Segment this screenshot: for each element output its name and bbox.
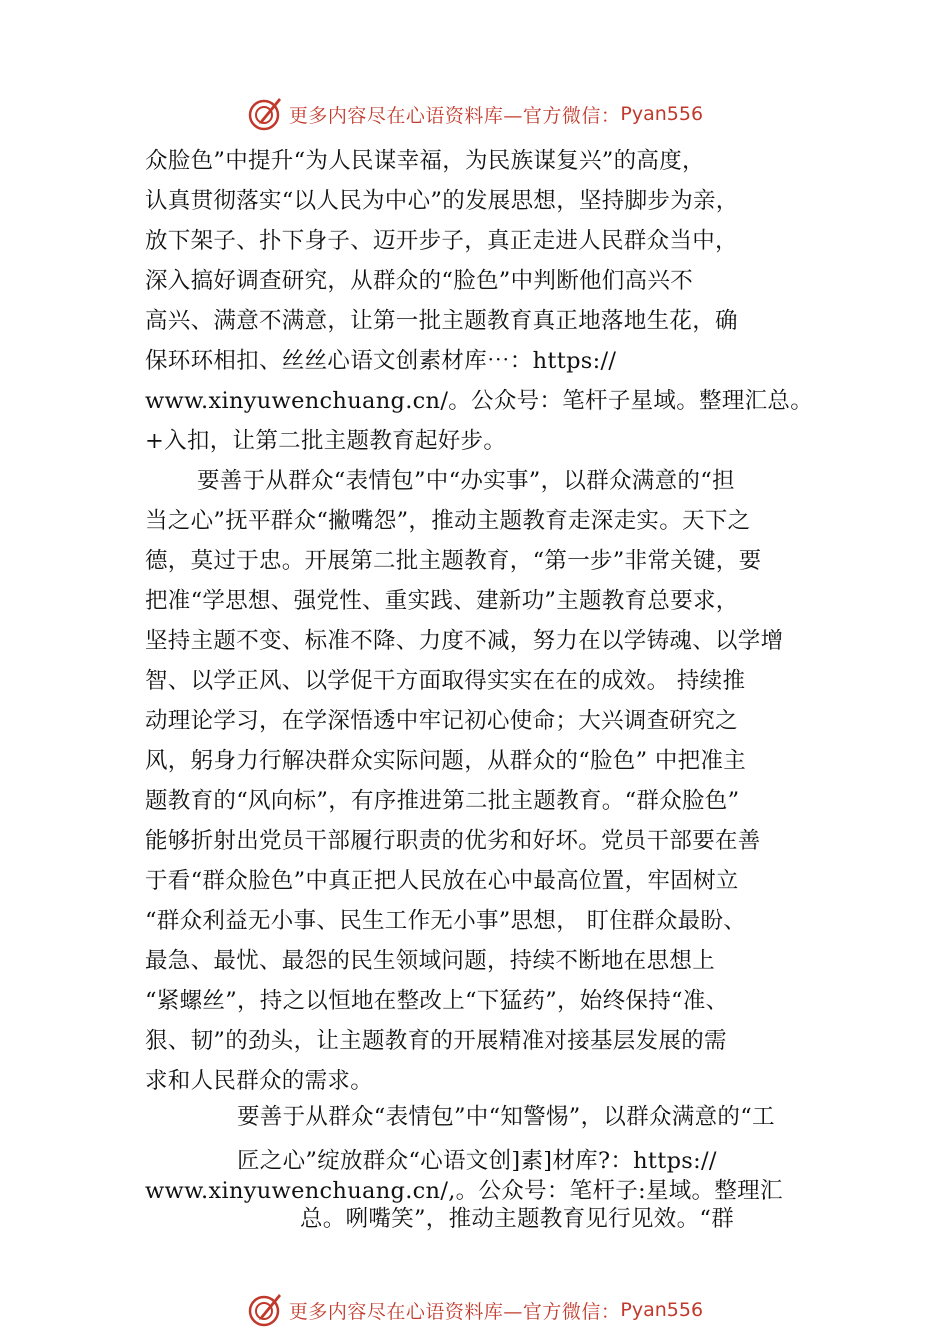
body-line: 众脸色”中提升“为人民谋幸福，为民族谋复兴”的高度， (145, 148, 705, 174)
body-line: www.xinyuwenchuang.cn/,。公众号：笔杆子:星域。整理汇 (145, 1178, 783, 1204)
body-line: 保环环相扣、丝丝心语文创素材库⋯：https:// (145, 348, 617, 374)
header-banner (0, 94, 950, 134)
body-line: 要善于从群众“表情包”中“办实事”，以群众满意的“担 (197, 468, 735, 494)
body-line: 总。咧嘴笑”，推动主题教育见行见效。“群 (300, 1206, 735, 1232)
body-line: “群众利益无小事、民生工作无小事”思想， 盯住群众最盼、 (145, 908, 747, 934)
footer-banner (0, 1290, 950, 1330)
body-line: 匠之心”绽放群众“心语文创]素]材库?：https:// (237, 1148, 717, 1174)
body-line: www.xinyuwenchuang.cn/。公众号：笔杆子星域。整理汇总。 (145, 388, 814, 414)
body-line: 求和人民群众的需求。 (145, 1068, 374, 1094)
body-line: 认真贯彻落实“以人民为中心”的发展思想，坚持脚步为亲， (145, 188, 739, 214)
body-line: 坚持主题不变、标准不降、力度不减，努力在以学铸魂、以学增 (145, 628, 784, 654)
body-line: 于看“群众脸色”中真正把人民放在心中最高位置，牢固树立 (145, 868, 739, 894)
body-line: 题教育的“风向标”，有序推进第二批主题教育。“群众脸色” (145, 788, 740, 814)
body-line: 动理论学习，在学深悟透中牢记初心使命；大兴调查研究之 (145, 708, 738, 734)
body-line: +入扣，让第二批主题教育起好步。 (145, 428, 507, 454)
header-banner-text: 更多内容尽在心语资料库—官方微信： (288, 104, 621, 127)
body-line: 德，莫过于忠。开展第二批主题教育，“第一步”非常关键，要 (145, 548, 762, 574)
body-line: 智、以学正风、以学促干方面取得实实在在的成效。 持续推 (145, 668, 746, 694)
body-line: 把准“学思想、强党性、重实践、建新功”主题教育总要求， (145, 588, 739, 614)
body-line: 放下架子、扑下身子、迈开步子，真正走进人民群众当中， (145, 228, 738, 254)
quill-logo-icon (247, 96, 283, 132)
header-banner-id: Pyan556 (620, 103, 704, 125)
body-line: 狠、韧”的劲头，让主题教育的开展精准对接基层发展的需 (145, 1028, 727, 1054)
body-line: 深入搞好调查研究，从群众的“脸色”中判断他们高兴不 (145, 268, 694, 294)
body-line: 要善于从群众“表情包”中“知警惕”，以群众满意的“工 (237, 1104, 775, 1130)
body-line: 高兴、满意不满意，让第一批主题教育真正地落地生花，确 (145, 308, 738, 334)
footer-banner-text: 更多内容尽在心语资料库—官方微信： (288, 1300, 621, 1323)
body-line: 风，躬身力行解决群众实际问题，从群众的“脸色” 中把准主 (145, 748, 747, 774)
body-line: 当之心”抚平群众“撇嘴怨”，推动主题教育走深走实。天下之 (145, 508, 751, 534)
body-line: 能够折射出党员干部履行职责的优劣和好坏。党员干部要在善 (145, 828, 761, 854)
body-line: “紧螺丝”，持之以恒地在整改上“下猛药”，始终保持“准、 (145, 988, 729, 1014)
footer-banner-id: Pyan556 (620, 1299, 704, 1321)
body-line: 最急、最忧、最怨的民生领域问题，持续不断地在思想上 (145, 948, 716, 974)
quill-logo-icon (247, 1292, 283, 1328)
